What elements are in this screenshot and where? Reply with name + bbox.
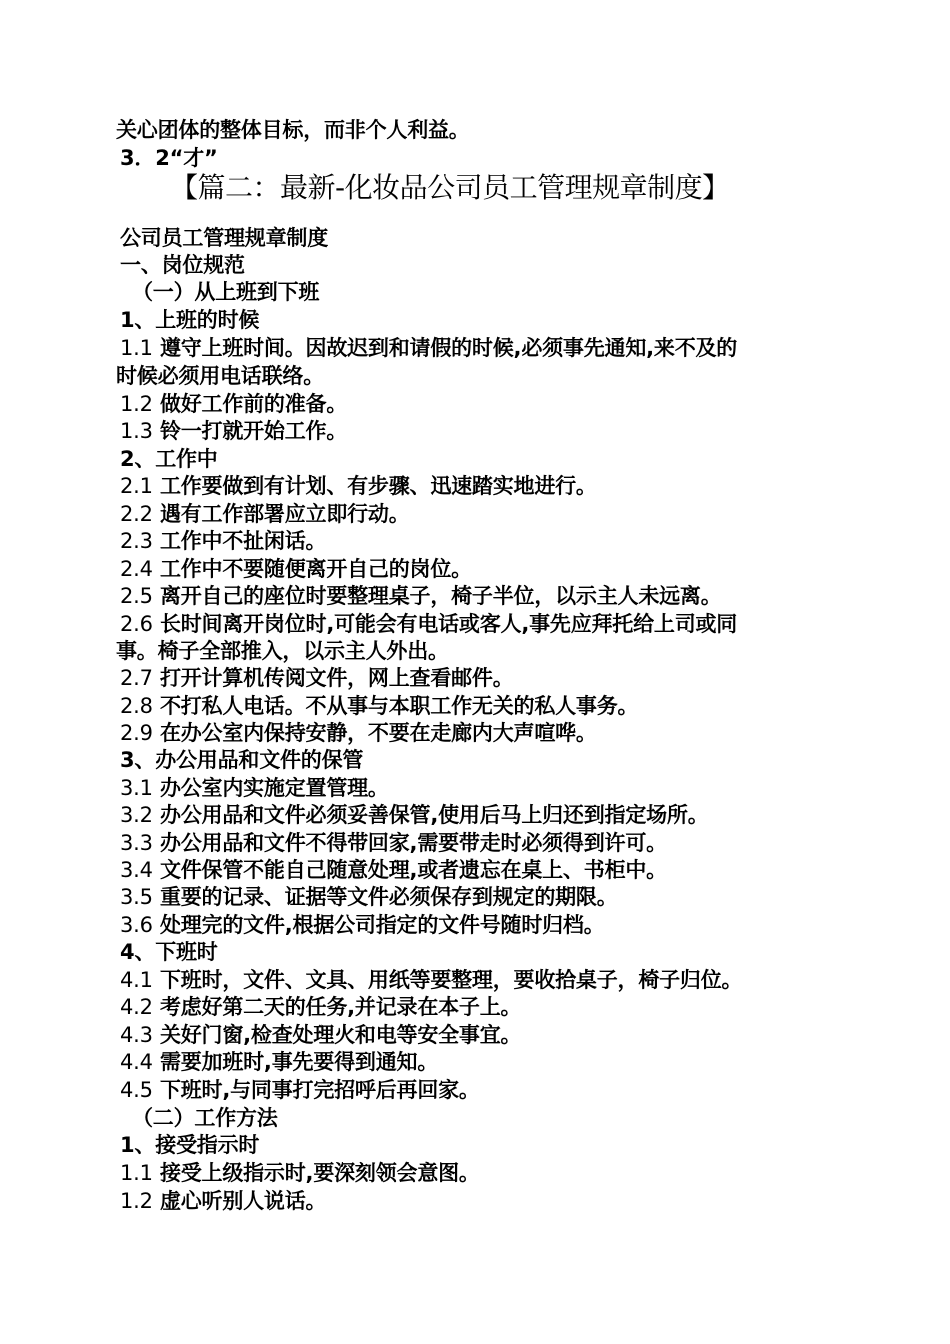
- item-heading: 4、下班时: [120, 940, 218, 964]
- list-item: 3.4 文件保管不能自己随意处理,或者遗忘在桌上、书柜中。: [120, 858, 667, 882]
- list-item: 1.1 接受上级指示时,要深刻领会意图。: [120, 1161, 480, 1185]
- list-item: 2.1 工作要做到有计划、有步骤、迅速踏实地进行。: [120, 474, 597, 498]
- paragraph-line: 关心团体的整体目标，而非个人利益。: [116, 118, 470, 142]
- subsection-heading: （一）从上班到下班: [132, 280, 320, 304]
- section-number: 3．2“才”: [120, 146, 218, 170]
- list-item: 3.5 重要的记录、证据等文件必须保存到规定的期限。: [120, 885, 618, 909]
- item-heading: 2、工作中: [120, 447, 218, 471]
- section-heading: 一、岗位规范: [120, 253, 245, 277]
- list-item: 3.2 办公用品和文件必须妥善保管,使用后马上归还到指定场所。: [120, 803, 709, 827]
- article-title: 【篇二：最新-化妆品公司员工管理规章制度】: [170, 171, 730, 204]
- list-item: 2.9 在办公室内保持安静，不要在走廊内大声喧哗。: [120, 721, 597, 745]
- list-item: 1.2 做好工作前的准备。: [120, 392, 348, 416]
- list-item: 4.5 下班时,与同事打完招呼后再回家。: [120, 1078, 480, 1102]
- list-item: 2.6 长时间离开岗位时,可能会有电话或客人,事先应拜托给上司或同: [120, 612, 738, 636]
- list-item: 3.3 办公用品和文件不得带回家,需要带走时必须得到许可。: [120, 831, 667, 855]
- list-item: 1.1 遵守上班时间。因故迟到和请假的时候,必须事先通知,来不及的: [120, 336, 738, 360]
- subsection-heading: （二）工作方法: [132, 1106, 278, 1130]
- list-item: 2.4 工作中不要随便离开自己的岗位。: [120, 557, 472, 581]
- list-item: 2.3 工作中不扯闲话。: [120, 529, 327, 553]
- list-item: 4.4 需要加班时,事先要得到通知。: [120, 1050, 439, 1074]
- list-item: 1.2 虚心听别人说话。: [120, 1189, 327, 1213]
- list-item: 2.7 打开计算机传阅文件，网上查看邮件。: [120, 666, 514, 690]
- list-item: 1.3 铃一打就开始工作。: [120, 419, 348, 443]
- item-heading: 1、上班的时候: [120, 308, 260, 332]
- list-item: 3.1 办公室内实施定置管理。: [120, 776, 389, 800]
- list-item: 2.2 遇有工作部署应立即行动。: [120, 502, 410, 526]
- item-heading: 3、办公用品和文件的保管: [120, 748, 364, 772]
- document-heading: 公司员工管理规章制度: [120, 226, 328, 250]
- item-heading: 1、接受指示时: [120, 1133, 260, 1157]
- list-item: 2.5 离开自己的座位时要整理桌子，椅子半位，以示主人未远离。: [120, 584, 722, 608]
- list-item: 4.2 考虑好第二天的任务,并记录在本子上。: [120, 995, 522, 1019]
- list-item: 3.6 处理完的文件,根据公司指定的文件号随时归档。: [120, 913, 605, 937]
- list-item: 2.8 不打私人电话。不从事与本职工作无关的私人事务。: [120, 694, 639, 718]
- list-item-continuation: 事。椅子全部推入，以示主人外出。: [116, 639, 449, 663]
- list-item: 4.3 关好门窗,检查处理火和电等安全事宜。: [120, 1023, 522, 1047]
- list-item-continuation: 时候必须用电话联络。: [116, 364, 324, 388]
- list-item: 4.1 下班时，文件、文具、用纸等要整理，要收拾桌子，椅子归位。: [120, 968, 743, 992]
